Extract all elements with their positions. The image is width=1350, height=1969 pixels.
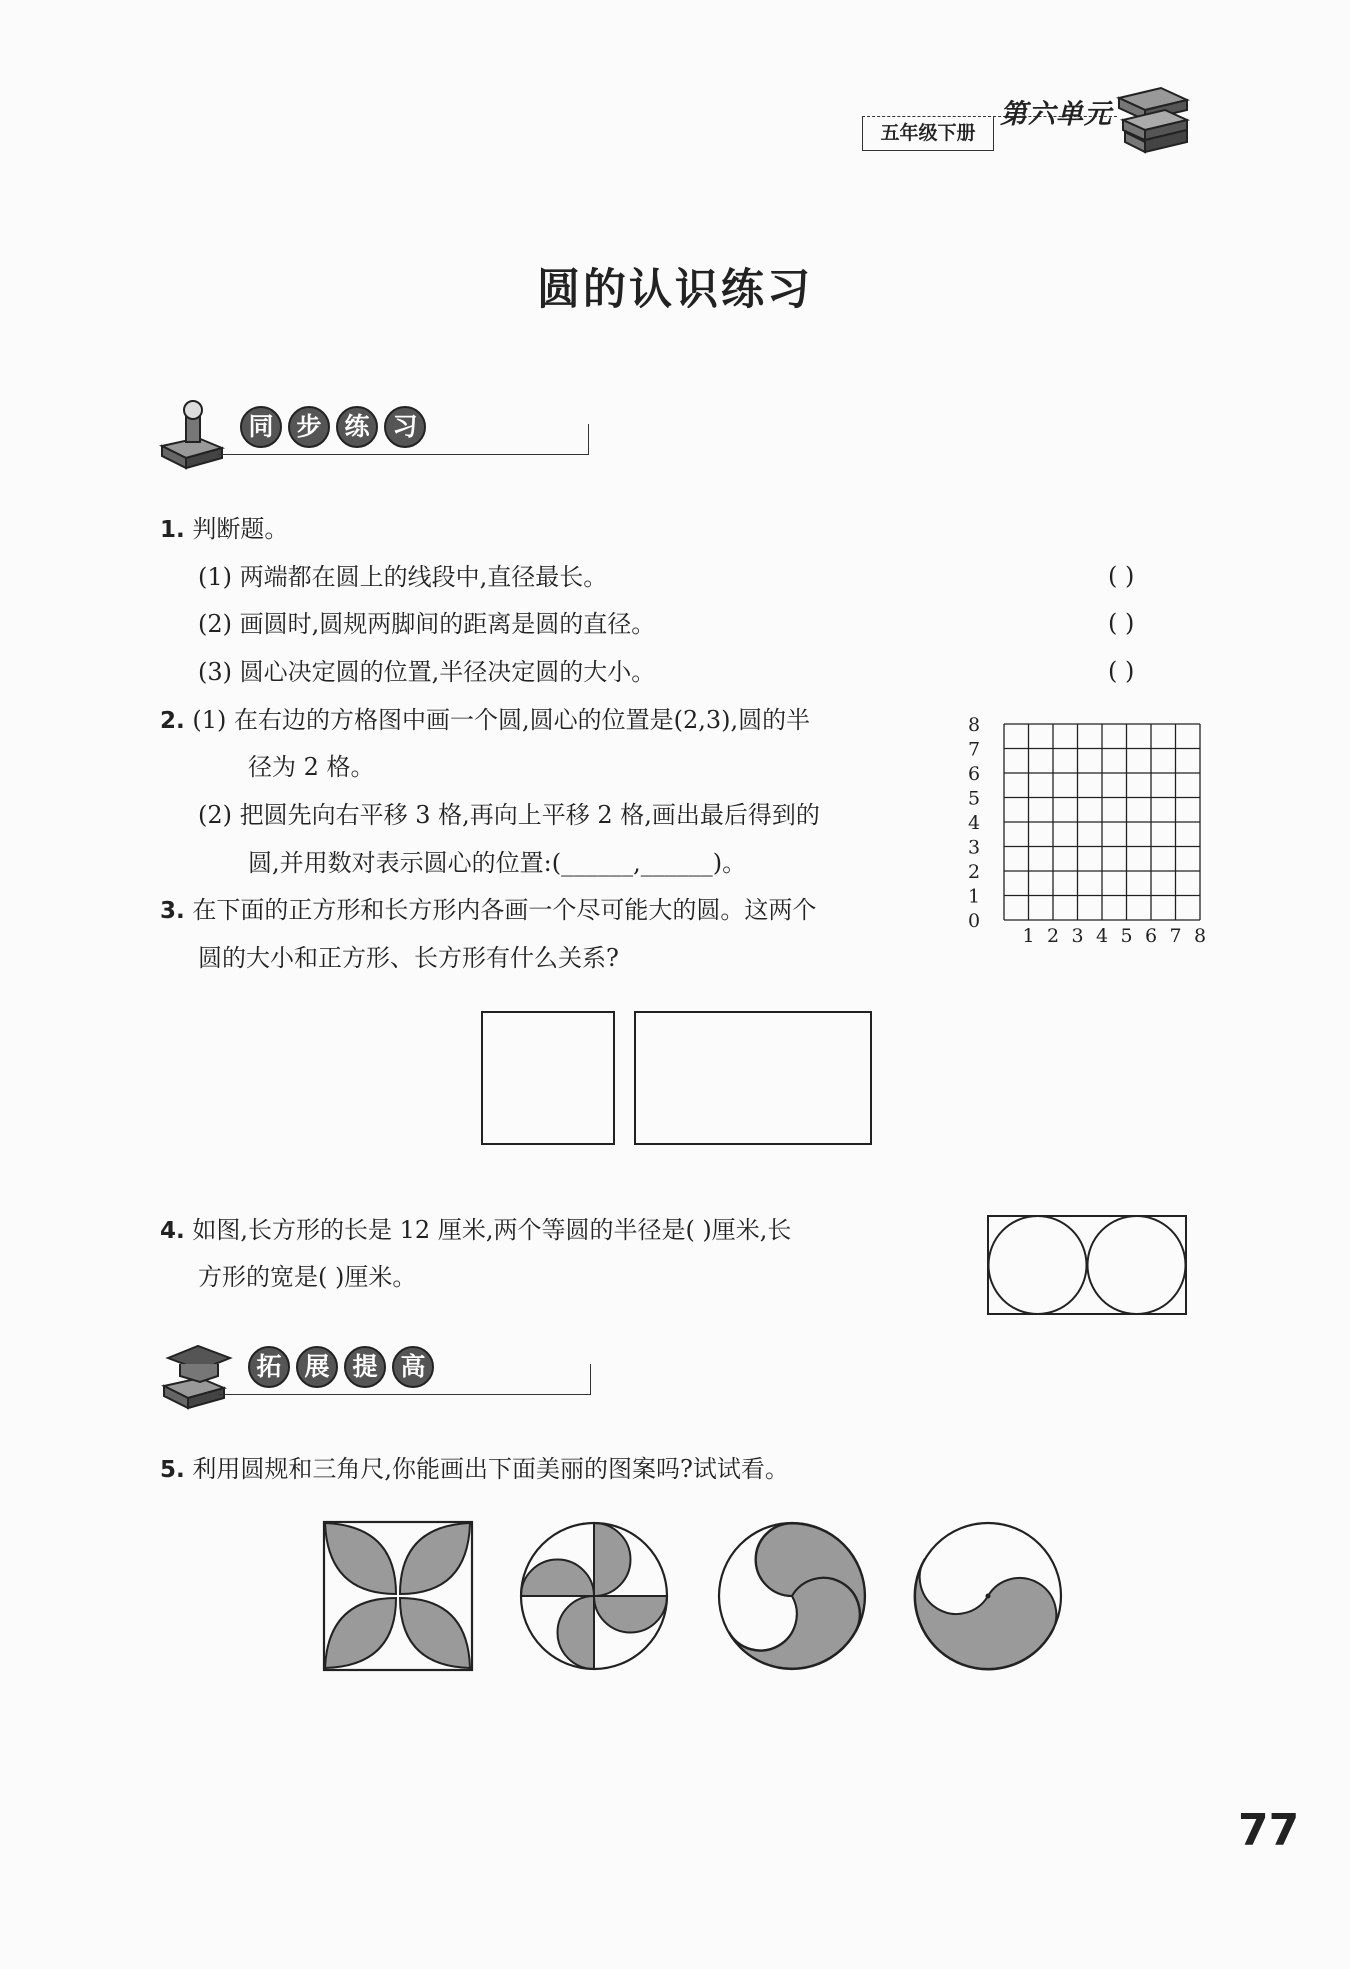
unit-label: 第六单元	[1000, 99, 1112, 130]
rectangle-box[interactable]	[634, 1011, 872, 1145]
banner-char: 同	[240, 406, 282, 448]
x-tick-label: 7	[1169, 925, 1182, 947]
grade-label: 五年级下册	[862, 116, 994, 151]
q2-line-3: (2) 把圆先向右平移 3 格,再向上平移 2 格,画出最后得到的	[198, 801, 820, 829]
y-tick-label: 5	[968, 787, 981, 810]
y-tick-label: 3	[968, 836, 981, 859]
q2-line-1: (1) 在右边的方格图中画一个圆,圆心的位置是(2,3),圆的半	[192, 706, 811, 734]
y-tick-label: 8	[968, 714, 981, 736]
banner-char: 练	[336, 406, 378, 448]
question-number: 4.	[160, 1218, 185, 1244]
y-tick-label: 1	[968, 885, 981, 908]
q4-line-1: 如图,长方形的长是 12 厘米,两个等圆的半径是( )厘米,长	[192, 1216, 792, 1244]
y-tick-label: 2	[968, 861, 981, 883]
q3-line-1: 在下面的正方形和长方形内各画一个尽可能大的圆。这两个	[192, 896, 817, 924]
square-box[interactable]	[481, 1011, 615, 1145]
question-number: 3.	[160, 898, 185, 924]
question-5	[160, 1454, 789, 1485]
question-4	[160, 1215, 791, 1246]
q3-line-2: 圆的大小和正方形、长方形有什么关系?	[198, 944, 619, 972]
question-number: 5.	[160, 1457, 185, 1483]
y-tick-label: 4	[968, 812, 981, 834]
banner-char: 步	[288, 406, 330, 448]
question-3	[160, 895, 816, 926]
question-stem: 判断题。	[192, 515, 289, 543]
x-tick-label: 4	[1096, 925, 1109, 947]
two-circles-figure	[986, 1214, 1190, 1318]
q2-line-2: 径为 2 格。	[248, 753, 375, 781]
answer-paren[interactable]: ( )	[1108, 657, 1135, 685]
answer-paren[interactable]: ( )	[1108, 609, 1135, 637]
x-tick-label: 1	[1022, 925, 1035, 947]
q2-line-4: 圆,并用数对表示圆心的位置:(______,______)。	[248, 849, 747, 877]
banner-title	[248, 1346, 434, 1388]
question-1	[160, 514, 288, 545]
question-number: 1.	[160, 517, 185, 543]
page-number: 77	[1238, 1805, 1300, 1856]
q1-item-1: (1) 两端都在圆上的线段中,直径最长。	[198, 563, 608, 591]
x-tick-label: 5	[1120, 925, 1133, 947]
q4-line-2: 方形的宽是( )厘米。	[198, 1263, 417, 1291]
y-tick-label: 7	[968, 738, 981, 761]
question-number: 2.	[160, 708, 185, 734]
q1-item-3: (3) 圆心决定圆的位置,半径决定圆的大小。	[198, 658, 656, 686]
banner-char: 提	[344, 1346, 386, 1388]
x-tick-label: 8	[1194, 925, 1207, 947]
pattern-flower-square	[322, 1520, 474, 1672]
banner-char: 展	[296, 1346, 338, 1388]
page-title: 圆的认识练习	[537, 265, 813, 315]
pattern-yin-yang	[912, 1520, 1064, 1672]
coordinate-grid[interactable]	[960, 712, 1207, 952]
q5-text: 利用圆规和三角尺,你能画出下面美丽的图案吗?试试看。	[192, 1455, 789, 1483]
x-tick-label: 6	[1145, 925, 1158, 947]
y-tick-label: 6	[968, 763, 981, 785]
x-tick-label: 3	[1071, 925, 1084, 947]
books-icon	[1115, 84, 1190, 156]
pattern-three-swirl	[716, 1520, 868, 1672]
banner-char: 高	[392, 1346, 434, 1388]
answer-paren[interactable]: ( )	[1108, 562, 1135, 590]
question-2	[160, 705, 810, 736]
banner-char: 习	[384, 406, 426, 448]
x-tick-label: 2	[1047, 925, 1060, 947]
pattern-pinwheel-circle	[518, 1520, 670, 1672]
banner-char: 拓	[248, 1346, 290, 1388]
y-tick-label: 0	[968, 910, 981, 932]
q1-item-2: (2) 画圆时,圆规两脚间的距离是圆的直径。	[198, 610, 656, 638]
banner-title	[240, 406, 426, 448]
